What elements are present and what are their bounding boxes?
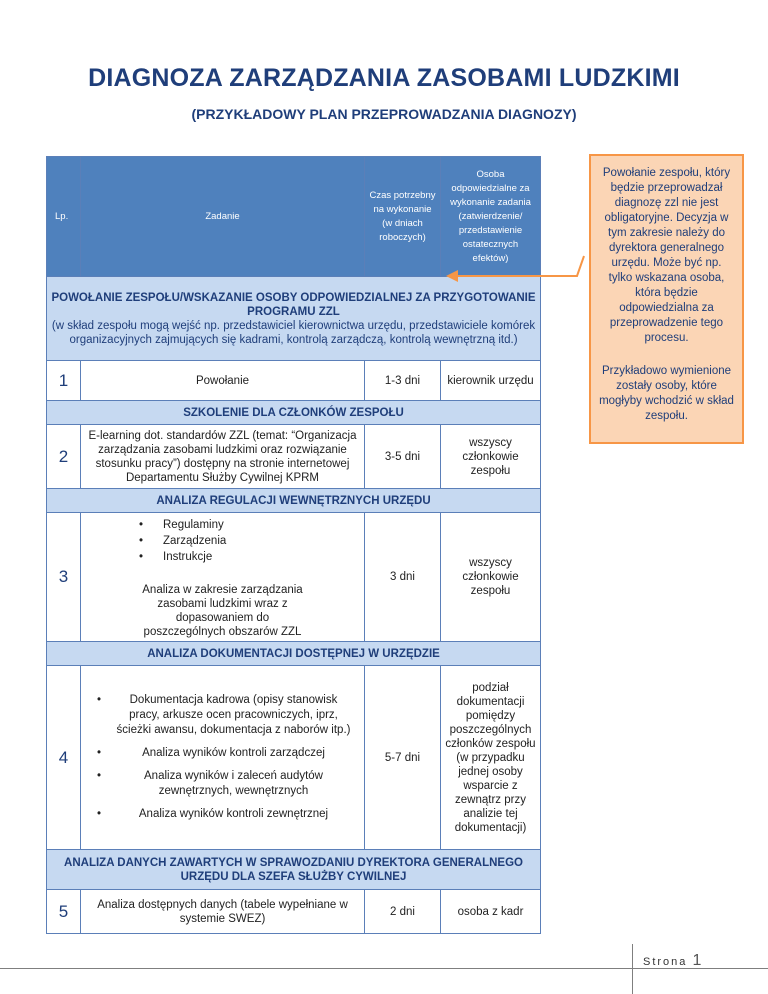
row-number: 2: [47, 425, 81, 489]
header-lp: Lp.: [47, 157, 81, 277]
row-person: kierownik urzędu: [441, 361, 541, 401]
section-2-title: SZKOLENIE DLA CZŁONKÓW ZESPOŁU: [47, 401, 541, 425]
row-time: 3 dni: [365, 513, 441, 642]
section-1-description: (w skład zespołu mogą wejść np. przedstawiciel kierownictwa urzędu, przedstawiciele komórek organizacyjnych zajmujących się kadrami, kontrolą zarządczą, kontrolą wewnętrzną itd.): [51, 319, 536, 346]
list-item: • Analiza wyników kontroli zarządczej: [85, 746, 360, 761]
row-person: wszyscy członkowie zespołu: [441, 513, 541, 642]
list-item: • Dokumentacja kadrowa (opisy stanowisk pracy, arkusze ocen pracowniczych, iprz, ścieżki awansu, dokumentacja z naborów itp.): [85, 693, 360, 738]
list-item: • Regulaminy: [85, 517, 360, 533]
list-item: • Zarządzenia: [85, 533, 360, 549]
footer-label: Strona: [643, 956, 688, 968]
row-task-note: Analiza w zakresie zarządzania zasobami ludzkimi wraz z dopasowaniem do poszczególnych obszarów ZZL: [142, 584, 303, 638]
document-title: DIAGNOZA ZARZĄDZANIA ZASOBAMI LUDZKIMI: [88, 64, 680, 92]
row-number: 5: [47, 890, 81, 934]
document-subtitle: (PRZYKŁADOWY PLAN PRZEPROWADZANIA DIAGNOZY): [191, 106, 577, 122]
row-time: 3-5 dni: [365, 425, 441, 489]
row-task: Analiza dostępnych danych (tabele wypełniane w systemie SWEZ): [81, 890, 365, 934]
row-number: 3: [47, 513, 81, 642]
list-item: • Instrukcje: [85, 549, 360, 565]
row-task: Powołanie: [81, 361, 365, 401]
list-item: • Analiza wyników kontroli zewnętrznej: [85, 807, 360, 822]
section-4-title: ANALIZA DOKUMENTACJI DOSTĘPNEJ W URZĘDZIE: [47, 642, 541, 666]
section-1-title: POWOŁANIE ZESPOŁU/WSKAZANIE OSOBY ODPOWIEDZIALNEJ ZA PRZYGOTOWANIE PROGRAMU ZZL: [51, 291, 536, 318]
row-time: 5-7 dni: [365, 666, 441, 850]
section-3-title: ANALIZA REGULACJI WEWNĘTRZNYCH URZĘDU: [47, 489, 541, 513]
page-number: 1: [692, 952, 702, 969]
side-note-paragraph: Przykładowo wymienione zostały osoby, które mogłyby wchodzić w skład zespołu.: [599, 365, 734, 422]
row-time: 2 dni: [365, 890, 441, 934]
row-person: podział dokumentacji pomiędzy poszczególnych członków zespołu (w przypadku jednej osoby wsparcie z zewnątrz przy analizie tej dokumentacji): [441, 666, 541, 850]
list-item: • Analiza wyników i zaleceń audytów zewnętrznych, wewnętrznych: [85, 769, 360, 799]
row-task: E-learning dot. standardów ZZL (temat: “Organizacja zarządzania zasobami ludzkimi oraz rozwiązanie stosunku pracy”) dostępny na stronie internetowej Departamentu Służby Cywilnej KPRM: [81, 425, 365, 489]
row-number: 4: [47, 666, 81, 850]
row-time: 1-3 dni: [365, 361, 441, 401]
header-person: Osoba odpowiedzialne za wykonanie zadania (zatwierdzenie/ przedstawienie ostatecznych efektów): [441, 157, 541, 277]
header-task: Zadanie: [81, 157, 365, 277]
page-footer: [632, 944, 737, 994]
header-time: Czas potrzebny na wykonanie (w dniach roboczych): [365, 157, 441, 277]
callout-arrow-line: [452, 256, 584, 276]
section-5-title: ANALIZA DANYCH ZAWARTYCH W SPRAWOZDANIU DYREKTORA GENERALNEGO URZĘDU DLA SZEFA SŁUŻBY CYWILNEJ: [47, 850, 541, 890]
row-person: wszyscy członkowie zespołu: [441, 425, 541, 489]
row-person: osoba z kadr: [441, 890, 541, 934]
row-number: 1: [47, 361, 81, 401]
callout-arrow-head: [446, 270, 458, 282]
side-note-paragraph: Powołanie zespołu, który będzie przeprowadzał diagnozę zzl nie jest obligatoryjne. Decyzja w tym zakresie należy do dyrektora generalnego urzędu. Może być np. tylko wskazana osoba, która będzie odpowiedzialna za przeprowadzenie tego procesu.: [602, 167, 731, 344]
